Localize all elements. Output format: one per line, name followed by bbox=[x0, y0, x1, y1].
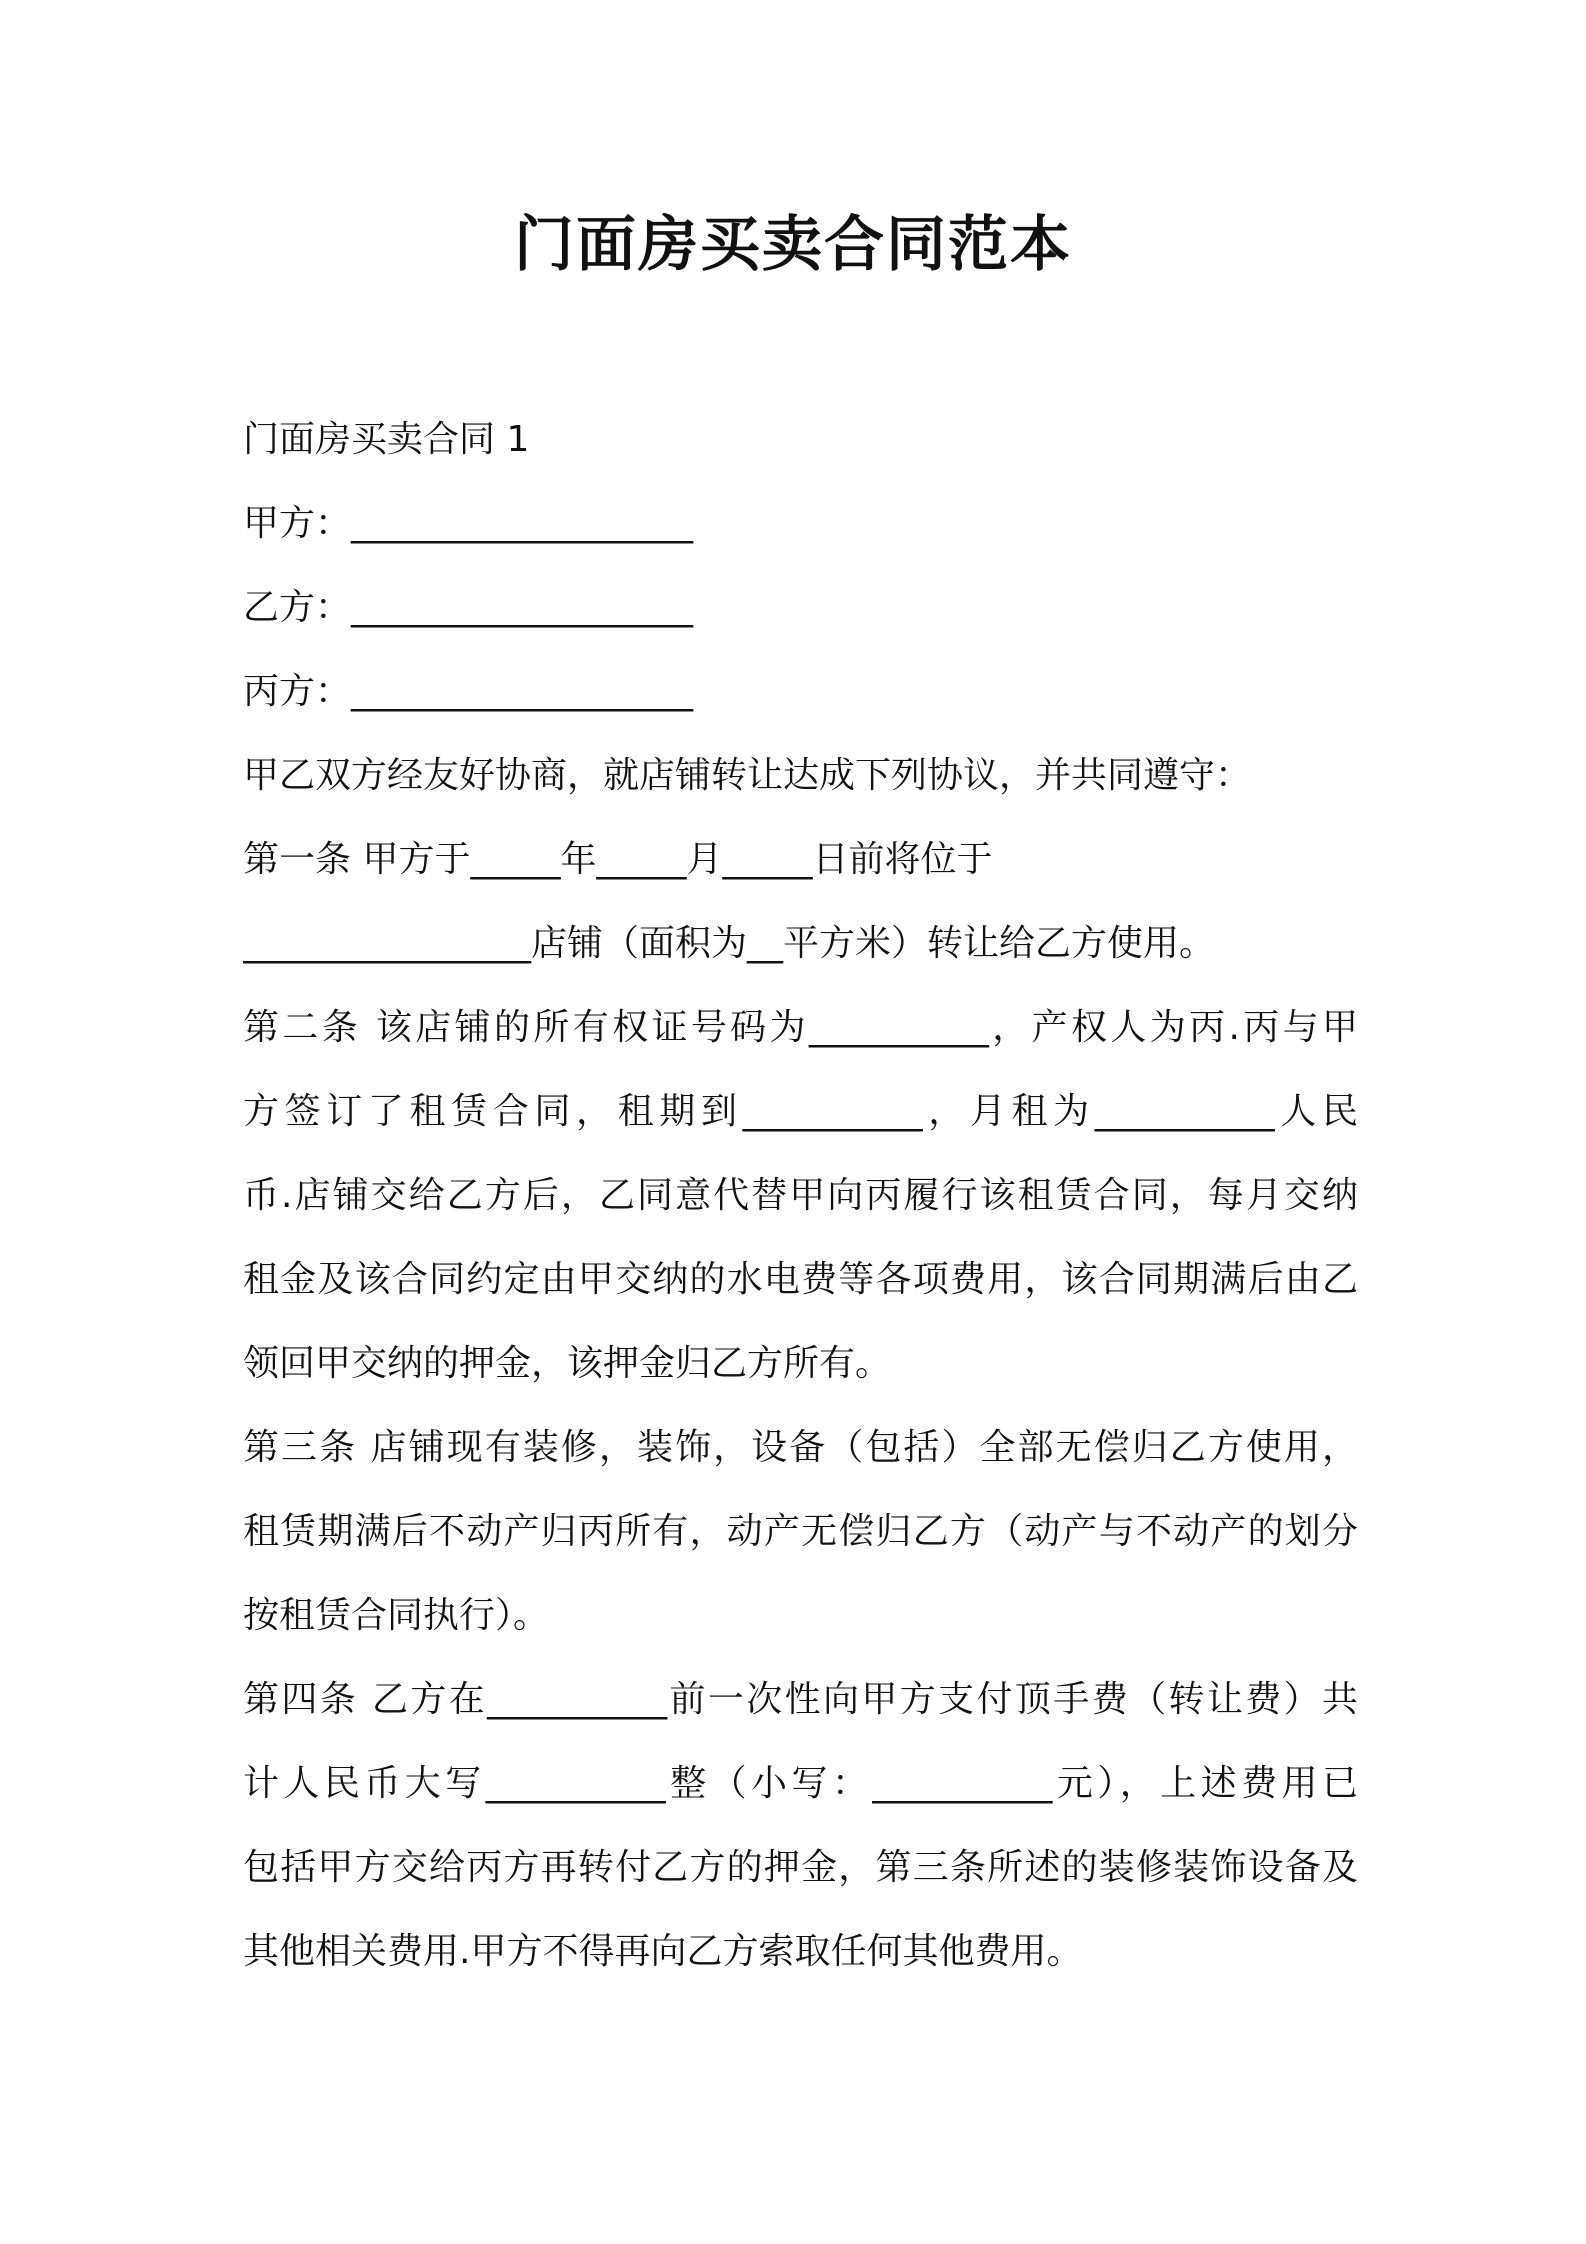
article-2-line-3: 币.店铺交给乙方后，乙同意代替甲向丙履行该租赁合同，每月交纳 bbox=[243, 1175, 1358, 1216]
party-c-line: 丙方：___________________ bbox=[243, 671, 694, 712]
contract-body bbox=[243, 398, 1358, 1994]
article-2-line-5: 领回甲交纳的押金，该押金归乙方所有。 bbox=[243, 1343, 892, 1384]
article-4-line-1: 第四条 乙方在__________前一次性向甲方支付顶手费（转让费）共 bbox=[243, 1679, 1358, 1720]
article-3-line-1: 第三条 店铺现有装修，装饰，设备（包括）全部无偿归乙方使用， bbox=[243, 1427, 1358, 1468]
article-1-line-1: 第一条 甲方于_____年_____月_____日前将位于 bbox=[243, 839, 993, 880]
article-2-line-2: 方签订了租赁合同，租期到__________，月租为__________人民 bbox=[243, 1091, 1358, 1132]
article-2-line-1: 第二条 该店铺的所有权证号码为__________，产权人为丙.丙与甲 bbox=[243, 1007, 1358, 1048]
article-4-line-3: 包括甲方交给丙方再转付乙方的押金，第三条所述的装修装饰设备及 bbox=[243, 1847, 1358, 1888]
article-3-line-2: 租赁期满后不动产归丙所有，动产无偿归乙方（动产与不动产的划分 bbox=[243, 1511, 1358, 1552]
party-b-line: 乙方：___________________ bbox=[243, 587, 694, 628]
section-heading: 门面房买卖合同 1 bbox=[243, 419, 530, 460]
article-3-line-3: 按租赁合同执行）。 bbox=[243, 1595, 550, 1636]
article-4-line-2: 计人民币大写__________整（小写：__________元），上述费用已 bbox=[243, 1763, 1358, 1804]
article-1-line-2: ________________店铺（面积为__平方米）转让给乙方使用。 bbox=[243, 923, 1216, 964]
article-2-line-4: 租金及该合同约定由甲交纳的水电费等各项费用，该合同期满后由乙 bbox=[243, 1259, 1358, 1300]
document-title: 门面房买卖合同范本 bbox=[514, 210, 1072, 280]
preamble-line: 甲乙双方经友好协商，就店铺转让达成下列协议，并共同遵守： bbox=[243, 755, 1252, 796]
party-a-line: 甲方：___________________ bbox=[243, 503, 694, 544]
article-4-line-4: 其他相关费用.甲方不得再向乙方索取任何其他费用。 bbox=[243, 1931, 1083, 1972]
